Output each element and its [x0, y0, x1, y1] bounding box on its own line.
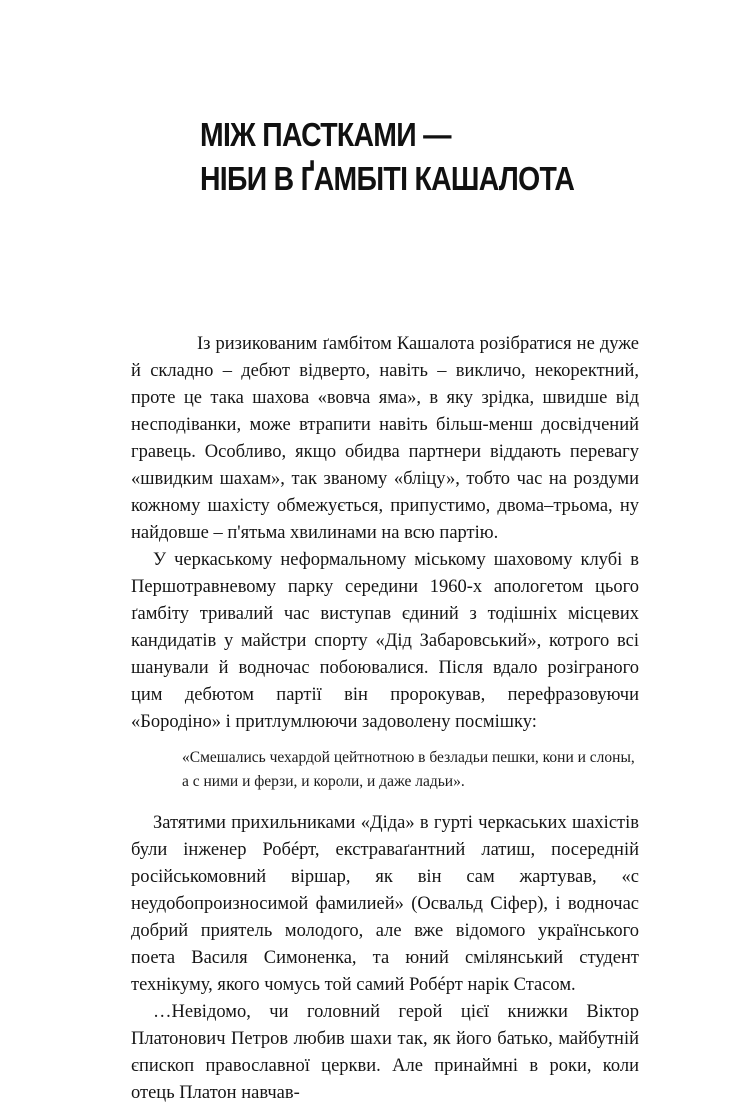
- quote-line-1: «Смешались чехардой цейтнотною в безладьи пешки, кони и слоны,: [182, 749, 635, 766]
- body-text: [131, 331, 639, 1107]
- chapter-title-line-2: НІБИ В ҐАМБІТІ КАШАЛОТА: [200, 160, 575, 197]
- paragraph-2: У черкаському неформальному міському шаховому клубі в Першотравневому парку середини 1960-х апологетом цього ґамбіту тривалий час виступав єдиний з тодішніх місцевих кандидатів у майстри спорту «Дід Забаровський», котрого всі шанували й водночас побоювалися. Після вдало розіграного цим дебютом партії він пророкував, перефразовуючи «Бородіно» і притлумлюючи задоволену посмішку:: [131, 550, 639, 732]
- paragraph-4: …Невідомо, чи головний герой цієї книжки Віктор Платонович Петров любив шахи так, як його батько, майбутній єпископ православної церкви. Але принаймні в роки, коли отець Платон навчав-: [131, 1002, 639, 1103]
- quote-line-2: а с ними и ферзи, и короли, и даже ладьи».: [182, 773, 465, 790]
- chapter-title: [200, 113, 574, 201]
- paragraph-3: Затятими прихильниками «Діда» в гурті черкаських шахістів були інженер Робéрт, екстраваґантний латиш, посередній російськомовний віршар, як він сам жартував, «с неудобопроизносимой фамилией» (Освальд Сіфер), і водночас добрий приятель молодого, але вже відомого українського поета Василя Симоненка, та юний смілянський студент технікуму, якого чомусь той самий Робéрт нарік Стасом.: [131, 813, 639, 995]
- epigraph-quote: [182, 746, 639, 794]
- chapter-title-line-1: МІЖ ПАСТКАМИ —: [200, 116, 451, 153]
- paragraph-1: Із ризикованим ґамбітом Кашалота розібратися не дуже й складно – дебют відверто, навіть – викличо, некоректний, проте це така шахова «вовча яма», в яку зрідка, швидше від несподіванки, може втрапити навіть більш-менш досвідчений гравець. Особливо, якщо обидва партнери віддають перевагу «швидким шахам», так званому «бліцу», тобто час на роздуми кожному шахісту обмежується, припустимо, двома–трьома, ну найдовше – п'ятьма хвилинами на всю партію.: [131, 334, 639, 543]
